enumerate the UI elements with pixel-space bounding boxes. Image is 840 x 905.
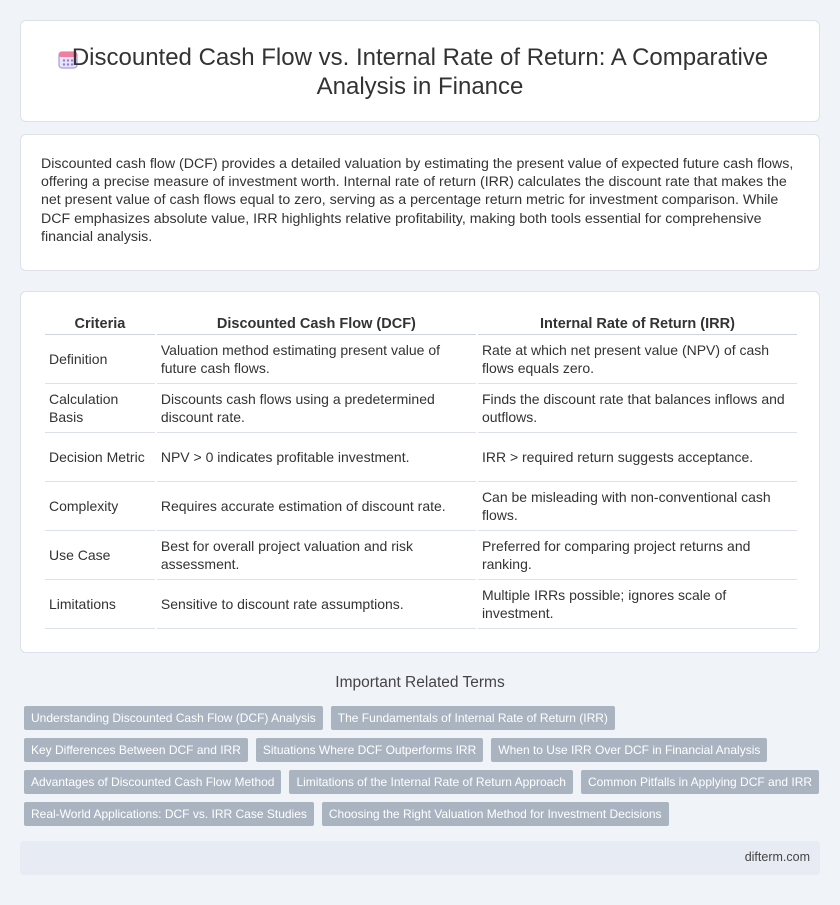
table-row <box>45 433 797 482</box>
table-row <box>45 580 797 629</box>
related-term-link[interactable]: Key Differences Between DCF and IRR <box>24 738 248 762</box>
related-term-link[interactable]: Limitations of the Internal Rate of Return Approach <box>289 770 573 794</box>
header-card <box>20 20 820 122</box>
dcf-cell: Sensitive to discount rate assumptions. <box>157 580 476 629</box>
irr-cell: Finds the discount rate that balances inflows and outflows. <box>478 384 797 433</box>
intro-card <box>20 134 820 271</box>
table-row <box>45 335 797 384</box>
related-term-link[interactable]: Common Pitfalls in Applying DCF and IRR <box>581 770 819 794</box>
criteria-cell: Definition <box>45 335 155 384</box>
criteria-cell: Limitations <box>45 580 155 629</box>
footer <box>20 841 820 875</box>
related-term-link[interactable]: Understanding Discounted Cash Flow (DCF) Analysis <box>24 706 323 730</box>
related-term-link[interactable]: When to Use IRR Over DCF in Financial Analysis <box>491 738 767 762</box>
related-terms-heading: Important Related Terms <box>335 674 505 691</box>
tag-row <box>24 802 824 826</box>
page-title: Discounted Cash Flow vs. Internal Rate of Return: A Comparative Analysis in Finance <box>71 44 769 100</box>
criteria-cell: Complexity <box>45 482 155 531</box>
related-terms-tags <box>24 706 824 834</box>
tag-row <box>24 770 824 794</box>
related-term-link[interactable]: Situations Where DCF Outperforms IRR <box>256 738 483 762</box>
irr-cell: IRR > required return suggests acceptance. <box>478 433 797 482</box>
column-header-criteria: Criteria <box>45 312 155 335</box>
related-term-link[interactable]: Choosing the Right Valuation Method for Investment Decisions <box>322 802 669 826</box>
column-header-dcf: Discounted Cash Flow (DCF) <box>157 312 476 335</box>
irr-cell: Multiple IRRs possible; ignores scale of investment. <box>478 580 797 629</box>
comparison-table-card <box>20 291 820 653</box>
tag-row <box>24 706 824 730</box>
dcf-cell: Best for overall project valuation and risk assessment. <box>157 531 476 580</box>
related-term-link[interactable]: The Fundamentals of Internal Rate of Return (IRR) <box>331 706 615 730</box>
comparison-table <box>43 312 799 629</box>
dcf-cell: NPV > 0 indicates profitable investment. <box>157 433 476 482</box>
table-header-row <box>45 312 797 335</box>
related-term-link[interactable]: Real-World Applications: DCF vs. IRR Case Studies <box>24 802 314 826</box>
irr-cell: Rate at which net present value (NPV) of cash flows equals zero. <box>478 335 797 384</box>
criteria-cell: Use Case <box>45 531 155 580</box>
table-row <box>45 384 797 433</box>
criteria-cell: Calculation Basis <box>45 384 155 433</box>
intro-text: Discounted cash flow (DCF) provides a detailed valuation by estimating the present value of expected future cash flows, offering a precise measure of investment worth. Internal rate of return (IRR) calculates the discount rate that makes the net present value of cash flows equal to zero, serving as a percentage return metric for investment comparison. While DCF emphasizes absolute value, IRR highlights relative profitability, making both tools essential for comprehensive financial analysis. <box>41 156 794 245</box>
table-row <box>45 531 797 580</box>
criteria-cell: Decision Metric <box>45 433 155 482</box>
tag-row <box>24 738 824 762</box>
irr-cell: Preferred for comparing project returns and ranking. <box>478 531 797 580</box>
site-name[interactable]: difterm.com <box>744 850 810 864</box>
column-header-irr: Internal Rate of Return (IRR) <box>478 312 797 335</box>
dcf-cell: Discounts cash flows using a predetermined discount rate. <box>157 384 476 433</box>
irr-cell: Can be misleading with non-conventional cash flows. <box>478 482 797 531</box>
dcf-cell: Valuation method estimating present value of future cash flows. <box>157 335 476 384</box>
table-row <box>45 482 797 531</box>
dcf-cell: Requires accurate estimation of discount rate. <box>157 482 476 531</box>
related-term-link[interactable]: Advantages of Discounted Cash Flow Method <box>24 770 281 794</box>
